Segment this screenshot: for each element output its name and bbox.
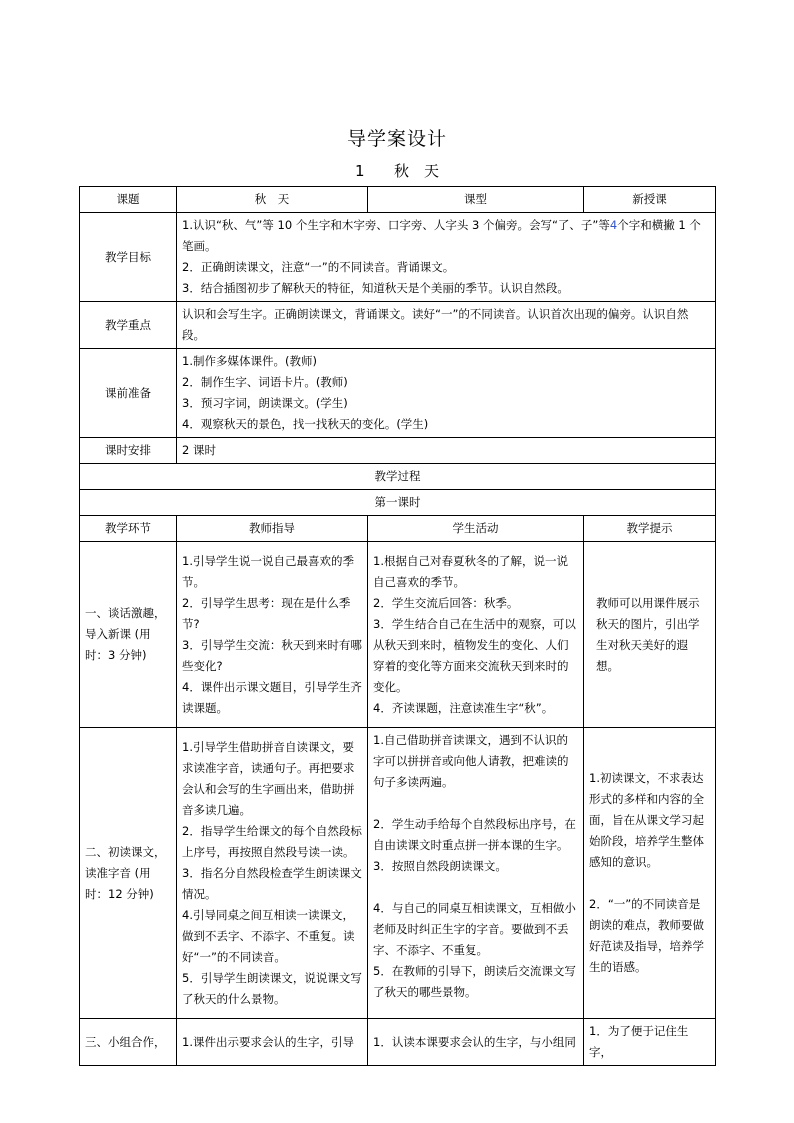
goal-item: 2．正确朗读课文，注意“一”的不同读音。背诵课文。 (182, 260, 455, 274)
prep-item: 3．预习字词，朗读课文。(学生) (182, 396, 348, 410)
spacer (373, 877, 578, 898)
goals-label: 教学目标 (80, 213, 177, 302)
spacer (373, 793, 578, 814)
focus-text: 认识和会写生字。正确朗读课文，背诵课文。读好“一”的不同读音。认识首次出现的偏旁。认识自然段。 (177, 302, 716, 349)
student-item: 2．学生交流后回答：秋季。 (373, 595, 519, 610)
teacher-item: 4.引导同桌之间互相读一读课文，做到不丢字、不添字、不重复。读好“一”的不同读音。 (182, 907, 355, 964)
lesson-heading (0, 160, 794, 181)
goals-row (80, 213, 716, 302)
period-label: 第一课时 (80, 490, 716, 516)
stage-label: 三、小组合作， (80, 1019, 177, 1066)
student-cell (368, 542, 584, 728)
hours-label: 课时安排 (80, 438, 177, 464)
hint-cell (584, 728, 716, 1019)
type-value: 新授课 (584, 187, 716, 213)
teacher-item: 2．引导学生思考：现在是什么季节? (182, 595, 351, 631)
lesson-title: 秋 天 (394, 162, 440, 180)
topic-label: 课题 (80, 187, 177, 213)
goal-item: 3．结合插图初步了解秋天的特征，知道秋天是个美丽的季节。认识自然段。 (182, 281, 569, 295)
hours-value: 2 课时 (177, 438, 716, 464)
hint-item: 教师可以用课件展示秋天的图片，引出学生对秋天美好的遐想。 (596, 595, 700, 673)
focus-label: 教学重点 (80, 302, 177, 349)
spacer (589, 873, 710, 894)
student-item: 3．按照自然段朗读课文。 (373, 859, 507, 873)
teacher-item: 1.引导学生说一说自己最喜欢的季节。 (182, 553, 354, 589)
process-header-row (80, 464, 716, 490)
stage-row (80, 1019, 716, 1066)
prep-cell (177, 349, 716, 438)
hint-cell (584, 542, 716, 728)
teacher-cell (177, 728, 368, 1019)
type-label: 课型 (368, 187, 584, 213)
student-cell: 1．认读本课要求会认的生字，与小组同 (368, 1019, 584, 1066)
col-stage: 教学环节 (80, 516, 177, 542)
teacher-item: 1.引导学生借助拼音自读课文，要求读准字音，读通句子。再把要求会认和会写的生字画出来，借助拼音多读几遍。 (182, 739, 355, 817)
lesson-plan-table (79, 186, 716, 1066)
hint-item: 2．“一”的不同读音是朗读的难点，教师要做好范读及指导，培养学生的语感。 (589, 897, 704, 974)
teacher-cell (177, 542, 368, 728)
topic-value: 秋 天 (177, 187, 368, 213)
prep-row (80, 349, 716, 438)
teacher-item: 4．课件出示课文题目，引导学生齐读课题。 (182, 679, 362, 715)
teacher-item: 2．指导学生给课文的每个自然段标上序号，再按照自然段号读一读。 (182, 823, 362, 859)
process-columns-row (80, 516, 716, 542)
student-item: 1.根据自己对春夏秋冬的了解，说一说自己喜欢的季节。 (373, 553, 568, 589)
topic-row (80, 187, 716, 213)
col-student: 学生活动 (368, 516, 584, 542)
col-hint: 教学提示 (584, 516, 716, 542)
lesson-number: 1 (354, 162, 365, 180)
student-item: 2．学生动手给每个自然段标出序号，在自由读课文时重点拼一拼本课的生字。 (373, 817, 576, 852)
goals-cell (177, 213, 716, 302)
teacher-item: 3．指名分自然段检查学生朗读课文情况。 (182, 865, 362, 901)
hint-cell: 1．为了便于记住生字， (584, 1019, 716, 1066)
hint-item: 1.初读课文，不求表达形式的多样和内容的全面，旨在从课文学习起始阶段，培养学生整体感知的意识。 (589, 771, 704, 869)
prep-item: 1.制作多媒体课件。(教师) (182, 354, 317, 368)
teacher-item: 5．引导学生朗读课文，说说课文写了秋天的什么景物。 (182, 970, 362, 1006)
stage-label: 一、谈话激趣，导入新课 (用时：3 分钟) (80, 542, 177, 728)
stage-row (80, 728, 716, 1019)
prep-label: 课前准备 (80, 349, 177, 438)
teacher-cell: 1.课件出示要求会认的生字，引导 (177, 1019, 368, 1066)
student-cell (368, 728, 584, 1019)
stage-row (80, 542, 716, 728)
student-item: 4．齐读课题，注意读准生字“秋”。 (373, 700, 554, 715)
student-item: 1.自己借助拼音读课文，遇到不认识的字可以拼拼音或向他人请教，把难读的句子多读两遍。 (373, 733, 569, 789)
process-header: 教学过程 (80, 464, 716, 490)
teacher-item: 3．引导学生交流：秋天到来时有哪些变化? (182, 637, 362, 673)
col-teacher: 教师指导 (177, 516, 368, 542)
student-item: 3．学生结合自己在生活中的观察，可以从秋天到来时，植物发生的变化、人们穿着的变化等方面来交流秋天到来时的变化。 (373, 616, 576, 694)
student-item: 5．在教师的引导下，朗读后交流课文写了秋天的哪些景物。 (373, 964, 576, 999)
hours-row (80, 438, 716, 464)
period-row (80, 490, 716, 516)
prep-item: 4．观察秋天的景色，找一找秋天的变化。(学生) (182, 417, 429, 431)
stage-label: 二、初读课文，读准字音 (用时：12 分钟) (80, 728, 177, 1019)
goal-item: 1.认识“秋、气”等 10 个生字和木字旁、口字旁、人字头 3 个偏旁。会写“了、子”等4个字和横撇 1 个笔画。 (182, 218, 701, 253)
document-title: 导学案设计 (346, 128, 447, 150)
student-item: 4．与自己的同桌互相读课文，互相做小老师及时纠正生字的字音。要做到不丢字、不添字、不重复。 (373, 901, 576, 957)
prep-item: 2．制作生字、词语卡片。(教师) (182, 375, 348, 389)
focus-row (80, 302, 716, 349)
